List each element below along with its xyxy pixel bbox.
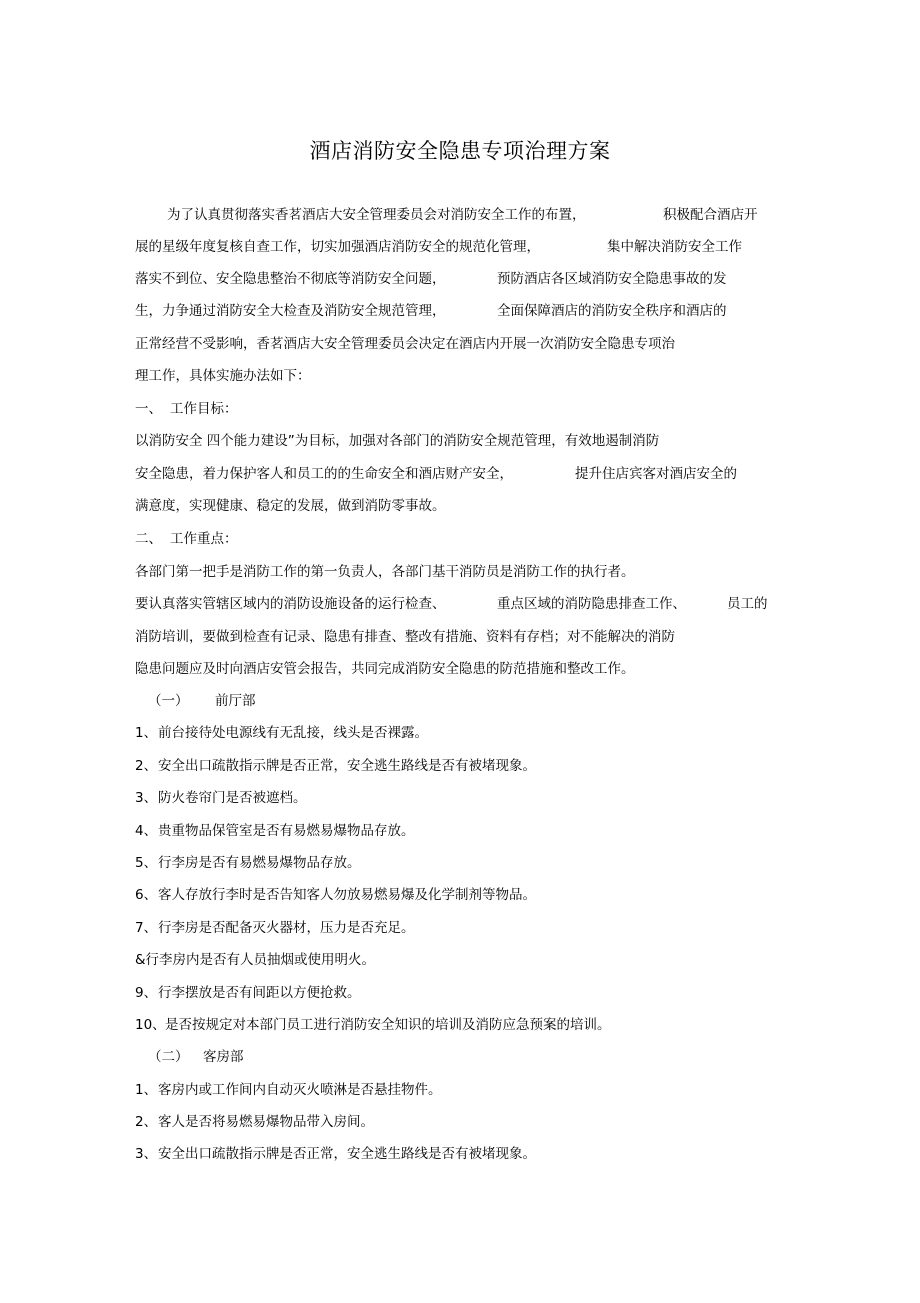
list-item-number: 1、: [135, 725, 158, 741]
body-text: 重点区域的消防隐患排查工作、: [497, 596, 686, 612]
subsection-number: （二）: [148, 1049, 189, 1065]
list-item-text: 客房内或工作间内自动灭火喷淋是否悬挂物件。: [158, 1082, 442, 1098]
body-text: 安全隐患，着力保护客人和员工的的生命安全和酒店财产安全，: [135, 466, 513, 482]
document-title: 酒店消防安全隐患专项治理方案: [309, 139, 611, 163]
list-item-number: 3、: [135, 790, 158, 806]
list-item-text: 行李房是否有易燃易爆物品存放。: [158, 855, 361, 871]
subsection-number: （一）: [148, 693, 189, 709]
body-text: 各部门第一把手是消防工作的第一负责人，各部门基干消防员是消防工作的执行者。: [135, 564, 635, 580]
list-item-text: 客人是否将易燃易爆物品带入房间。: [158, 1114, 374, 1130]
list-item-number: 7、: [135, 920, 158, 936]
intro-text: 积极配合酒店开: [663, 207, 758, 223]
intro-text: 预防酒店各区域消防安全隐患事故的发: [497, 271, 727, 287]
body-text: 要认真落实管辖区域内的消防设施设备的运行检查、: [135, 596, 446, 612]
list-item-text: 前台接待处电源线有无乱接，线头是否裸露。: [158, 725, 428, 741]
subsection-title: 前厅部: [215, 693, 256, 709]
body-text: 满意度，实现健康、稳定的发展，做到消防零事故。: [135, 498, 446, 514]
body-text: 隐患问题应及时向酒店安管会报告，共同完成消防安全隐患的防范措施和整改工作。: [135, 661, 635, 677]
list-item-number: 4、: [135, 823, 158, 839]
body-text: 员工的: [727, 596, 768, 612]
list-item-text: 行李房是否配备灭火器材，压力是否充足。: [158, 920, 415, 936]
intro-text: 理工作，具体实施办法如下：: [135, 368, 311, 384]
list-item-text: 行李摆放是否有间距以方便抢救。: [158, 985, 361, 1001]
body-text: 消防培训，要做到检查有记录、隐患有排查、整改有措施、资料有存档；对不能解决的消防: [135, 629, 675, 645]
section-title: 工作重点：: [170, 531, 238, 547]
list-item-text: 是否按规定对本部门员工进行消防安全知识的培训及消防应急预案的培训。: [165, 1017, 611, 1033]
intro-text: 为了认真贯彻落实香茗酒店大安全管理委员会对消防安全工作的布置，: [167, 207, 586, 223]
subsection-title: 客房部: [203, 1049, 244, 1065]
intro-text: 全面保障酒店的消防安全秩序和酒店的: [497, 303, 727, 319]
list-item-number: 2、: [135, 1114, 158, 1130]
intro-text: 生，力争通过消防安全大检查及消防安全规范管理，: [135, 303, 446, 319]
list-item-text: 防火卷帘门是否被遮档。: [158, 790, 307, 806]
list-item-text: 安全出口疏散指示牌是否正常，安全逃生路线是否有被堵现象。: [158, 1146, 536, 1162]
section-title: 工作目标：: [170, 401, 238, 417]
list-item-text: 贵重物品保管室是否有易燃易爆物品存放。: [158, 823, 415, 839]
list-item-number: 10、: [135, 1017, 166, 1033]
intro-text: 落实不到位、安全隐患整治不彻底等消防安全问题，: [135, 271, 446, 287]
body-text: 提升住店宾客对酒店安全的: [575, 466, 737, 482]
list-item-number: 2、: [135, 758, 158, 774]
section-number: 一、: [135, 401, 162, 417]
list-item-text: 安全出口疏散指示牌是否正常，安全逃生路线是否有被堵现象。: [158, 758, 536, 774]
list-item-number: 6、: [135, 887, 158, 903]
intro-text: 正常经营不受影响，香茗酒店大安全管理委员会决定在酒店内开展一次消防安全隐患专项治: [135, 336, 675, 352]
list-item-number: 3、: [135, 1146, 158, 1162]
list-item-text: &行李房内是否有人员抽烟或使用明火。: [135, 952, 376, 968]
list-item-text: 客人存放行李时是否告知客人勿放易燃易爆及化学制剂等物品。: [158, 887, 536, 903]
body-text: 以消防安全 四个能力建设”为目标，加强对各部门的消防安全规范管理，有效地遏制消防: [135, 433, 660, 449]
list-item-number: 9、: [135, 985, 158, 1001]
intro-text: 集中解决消防安全工作: [607, 239, 742, 255]
section-number: 二、: [135, 531, 162, 547]
list-item-number: 5、: [135, 855, 158, 871]
intro-text: 展的星级年度复核自查工作，切实加强酒店消防安全的规范化管理，: [135, 239, 540, 255]
list-item-number: 1、: [135, 1082, 158, 1098]
